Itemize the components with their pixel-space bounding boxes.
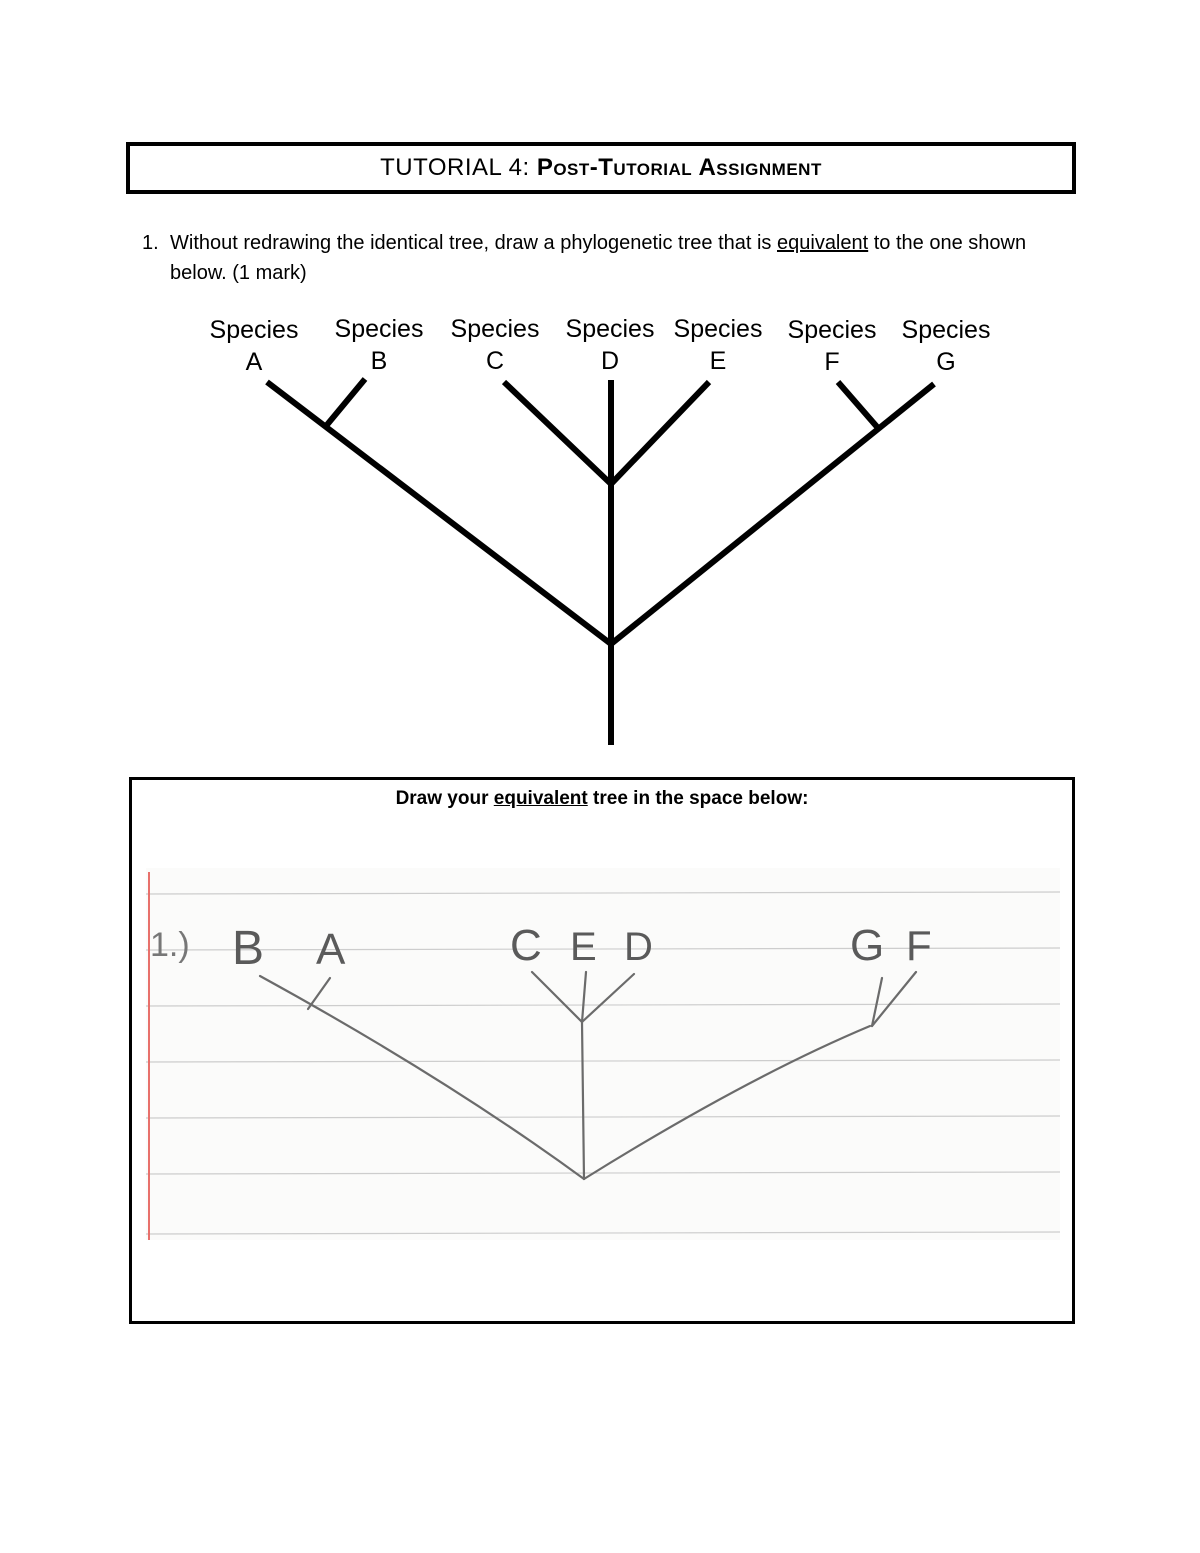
branch-to-a	[267, 382, 611, 644]
species-word-d: Species	[565, 315, 655, 343]
page-title	[380, 154, 822, 182]
species-word-e: Species	[673, 315, 763, 343]
branch-to-g	[611, 384, 934, 644]
species-word-f: Species	[787, 316, 877, 344]
handwritten-answer	[146, 868, 1060, 1240]
question-text-before: Without redrawing the identical tree, draw a phylogenetic tree that is	[170, 232, 777, 254]
answer-heading-after: tree in the space below:	[587, 788, 809, 809]
reference-tree	[0, 300, 1200, 760]
question-text	[170, 228, 1060, 288]
handwritten-label-c: C	[510, 921, 542, 970]
question-text-underlined: equivalent	[777, 232, 869, 254]
species-word-g: Species	[901, 316, 991, 344]
answer-heading	[132, 788, 1072, 810]
species-label-b: B	[370, 347, 388, 375]
species-label-f: F	[824, 348, 840, 376]
species-word-b: Species	[334, 315, 424, 343]
title-smallcaps: Post-Tutorial Assignment	[536, 154, 822, 181]
species-label-e: E	[709, 347, 727, 375]
handwritten-label-g: G	[850, 921, 885, 970]
title-box	[126, 142, 1076, 194]
handwritten-label-b: B	[232, 922, 265, 975]
answer-heading-before: Draw your	[395, 788, 494, 809]
species-word-c: Species	[450, 315, 540, 343]
handwritten-label-f: F	[906, 922, 932, 969]
answer-heading-underlined: equivalent	[493, 788, 588, 809]
species-label-c: C	[485, 347, 505, 375]
species-label-g: G	[936, 348, 956, 376]
species-label-a: A	[245, 348, 263, 376]
tree-branches	[267, 379, 934, 745]
branch-to-c	[504, 382, 611, 484]
question-text-after: to the one shown below. (1 mark)	[170, 232, 1027, 284]
species-label-d: D	[600, 347, 620, 375]
branch-to-e	[611, 382, 709, 484]
title-main: TUTORIAL 4:	[380, 154, 537, 181]
species-word-a: Species	[209, 316, 299, 344]
handwritten-label-e: E	[570, 925, 597, 969]
question-number: 1.	[142, 232, 159, 254]
branch-to-f	[838, 382, 878, 428]
handwritten-label-d: D	[624, 925, 653, 969]
handwritten-number: 1.)	[150, 926, 190, 964]
handwritten-label-a: A	[316, 925, 346, 974]
branch-to-b	[326, 379, 365, 426]
